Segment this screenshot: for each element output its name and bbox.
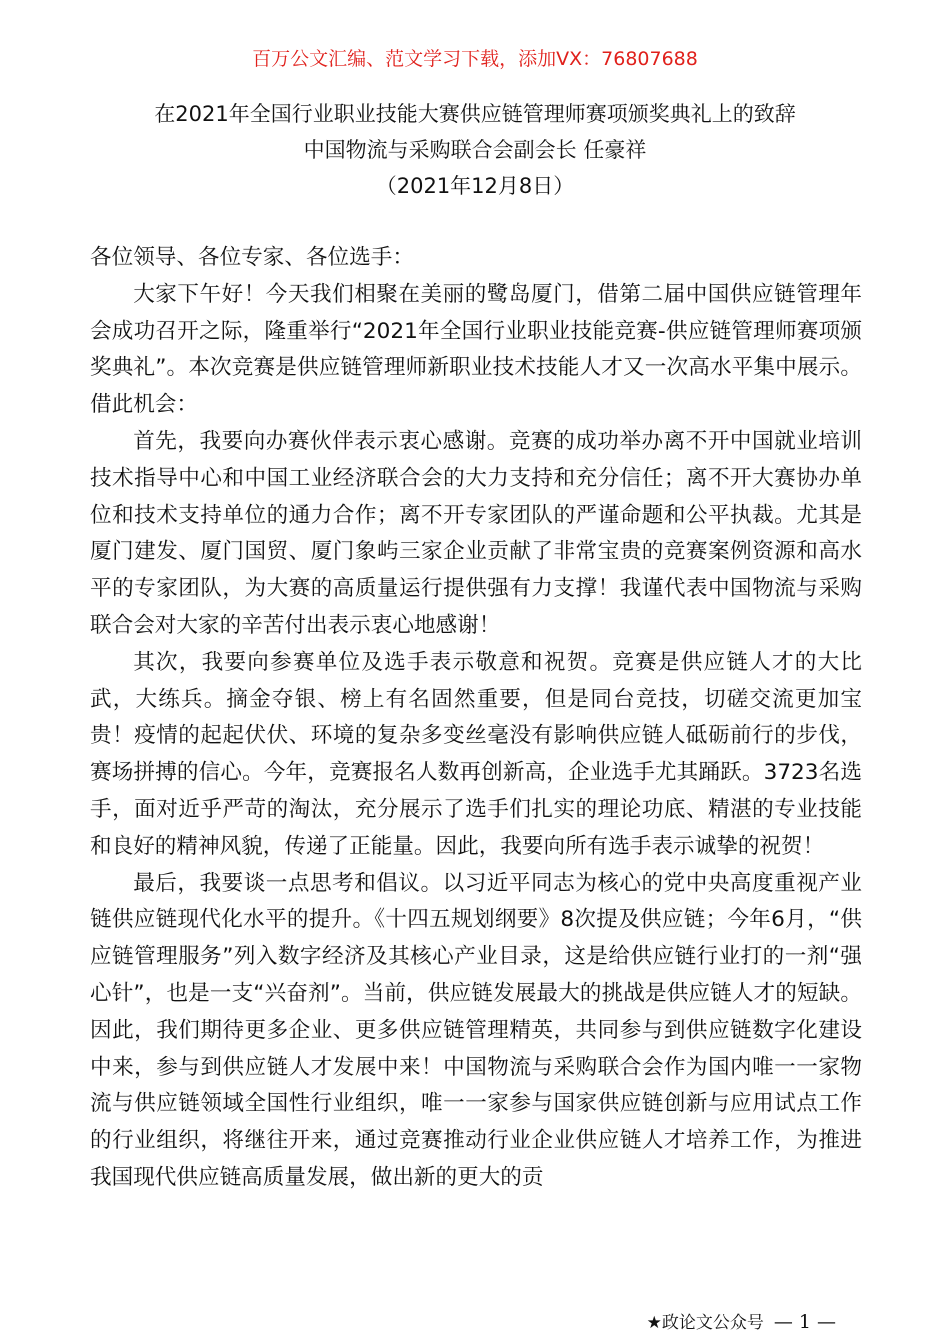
speaker-line: 中国物流与采购联合会副会长 任豪祥 (303, 138, 647, 162)
salutation: 各位领导、各位专家、各位选手： (90, 245, 414, 270)
footer-source: ★政论文公众号 (646, 1313, 764, 1333)
paragraph-initiative: 最后，我要谈一点思考和倡议。以习近平同志为核心的党中央高度重视产业链供应链现代化水平的提升。《十四五规划纲要》8次提及供应链；今年6月，“供应链管理服务”列入数字经济及其核心产业目录，这是给供应链行业打的一剂“强心针”，也是一支“兴奋剂”。当前，供应链发展最大的挑战是供应链人才的短缺。因此，我们期待更多企业、更多供应链管理精英，共同参与到供应链数字化建设中来，参与到供应链人才发展中来！中国物流与采购联合会作为国内唯一一家物流与供应链领域全国性行业组织，唯一一家参与国家供应链创新与应用试点工作的行业组织，将继往开来，通过竞赛推动行业企业供应链人才培养工作，为推进我国现代供应链高质量发展，做出新的更大的贡 (90, 870, 862, 1190)
page-footer (0, 1308, 836, 1337)
paragraph-thanks: 首先，我要向办赛伙伴表示衷心感谢。竞赛的成功举办离不开中国就业培训技术指导中心和中国工业经济联合会的大力支持和充分信任；离不开大赛协办单位和技术支持单位的通力合作；离不开专家团队的严谨命题和公平执裁。尤其是厦门建发、厦门国贸、厦门象屿三家企业贡献了非常宝贵的竞赛案例资源和高水平的专家团队，为大赛的高质量运行提供强有力支撑！我谨代表中国物流与采购联合会对大家的辛苦付出表示衷心地感谢！ (90, 428, 862, 638)
document-title: 在2021年全国行业职业技能大赛供应链管理师赛项颁奖典礼上的致辞 (154, 102, 796, 126)
page-number: — 1 — (773, 1311, 836, 1333)
paragraph-congratulations: 其次，我要向参赛单位及选手表示敬意和祝贺。竞赛是供应链人才的大比武，大练兵。摘金夺银、榜上有名固然重要，但是同台竞技，切磋交流更加宝贵！疫情的起起伏伏、环境的复杂多变丝毫没有影响供应链人砥砺前行的步伐，赛场拼搏的信心。今年，竞赛报名人数再创新高，企业选手尤其踊跃。3723名选手，面对近乎严苛的淘汰，充分展示了选手们扎实的理论功底、精湛的专业技能和良好的精神风貌，传递了正能量。因此，我要向所有选手表示诚挚的祝贺！ (90, 649, 862, 859)
speech-date: （2021年12月8日） (375, 174, 575, 198)
paragraph-greeting: 大家下午好！今天我们相聚在美丽的鹭岛厦门，借第二届中国供应链管理年会成功召开之际，隆重举行“2021年全国行业职业技能竞赛-供应链管理师赛项颁奖典礼”。本次竞赛是供应链管理师新职业技术技能人才又一次高水平集中展示。借此机会： (90, 281, 862, 418)
header-banner: 百万公文汇编、范文学习下载，添加VX：76807688 (252, 48, 698, 70)
document-title-block (0, 96, 950, 204)
document-body (90, 240, 862, 1197)
